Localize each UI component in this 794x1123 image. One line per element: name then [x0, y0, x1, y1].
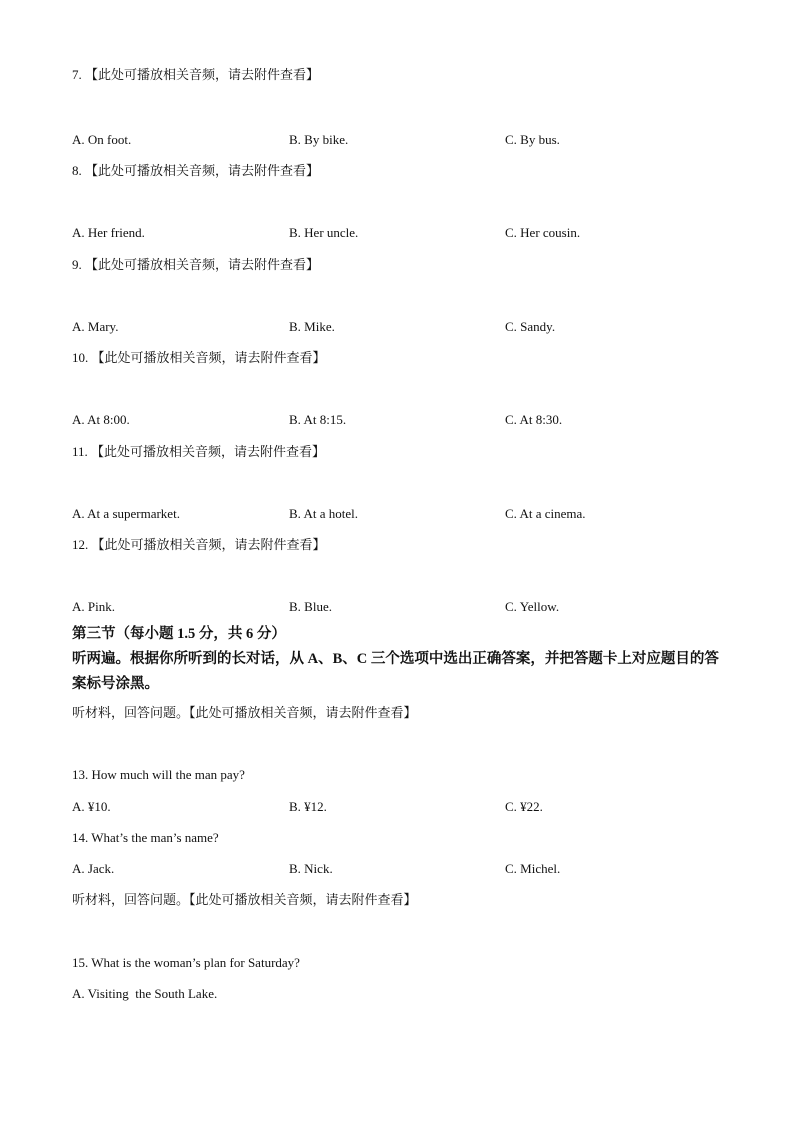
- question-14-option-a: A. Jack.: [72, 861, 115, 876]
- question-8-option-b: B. Her uncle.: [289, 225, 359, 240]
- question-14-prompt: 14. What’s the man’s name?: [72, 830, 219, 845]
- question-12-option-a: A. Pink.: [72, 599, 115, 614]
- question-15-option-a: A. Visiting the South Lake.: [72, 986, 218, 1001]
- question-12-option-c: C. Yellow.: [505, 599, 560, 614]
- question-11-option-a: A. At a supermarket.: [72, 506, 180, 521]
- question-12-option-b: B. Blue.: [289, 599, 332, 614]
- question-14-option-c: C. Michel.: [505, 861, 561, 876]
- section-heading: 第三节（每小题 1.5 分，共 6 分）: [72, 626, 286, 642]
- material-2-intro: 听材料，回答问题。【此处可播放相关音频，请去附件查看】: [72, 892, 417, 907]
- section-instruction: 听两遍。根据你所听到的长对话，从 A、B、C 三个选项中选出正确答案，并把答题卡上对应题目的答案标号涂黑。: [72, 651, 719, 692]
- question-7-prompt: 7. 【此处可播放相关音频，请去附件查看】: [72, 67, 320, 82]
- question-10-option-a: A. At 8:00.: [72, 412, 130, 427]
- question-8-prompt: 8. 【此处可播放相关音频，请去附件查看】: [72, 163, 320, 178]
- question-13-option-a: A. ¥10.: [72, 799, 111, 814]
- question-7-option-a: A. On foot.: [72, 132, 132, 147]
- question-9-option-b: B. Mike.: [289, 319, 335, 334]
- question-10-option-c: C. At 8:30.: [505, 412, 563, 427]
- material-1-intro: 听材料，回答问题。【此处可播放相关音频，请去附件查看】: [72, 705, 417, 720]
- question-11-option-b: B. At a hotel.: [289, 506, 358, 521]
- question-7-option-b: B. By bike.: [289, 132, 349, 147]
- question-14-option-b: B. Nick.: [289, 861, 333, 876]
- question-9-option-a: A. Mary.: [72, 319, 119, 334]
- question-10-prompt: 10. 【此处可播放相关音频，请去附件查看】: [72, 350, 326, 365]
- question-9-prompt: 9. 【此处可播放相关音频，请去附件查看】: [72, 257, 320, 272]
- question-13-prompt: 13. How much will the man pay?: [72, 767, 245, 782]
- question-7-option-c: C. By bus.: [505, 132, 560, 147]
- question-9-option-c: C. Sandy.: [505, 319, 556, 334]
- question-13-option-c: C. ¥22.: [505, 799, 543, 814]
- question-15-prompt: 15. What is the woman’s plan for Saturday?: [72, 955, 300, 970]
- question-12-prompt: 12. 【此处可播放相关音频，请去附件查看】: [72, 537, 326, 552]
- question-11-prompt: 11. 【此处可播放相关音频，请去附件查看】: [72, 444, 326, 459]
- question-13-option-b: B. ¥12.: [289, 799, 327, 814]
- question-8-option-c: C. Her cousin.: [505, 225, 581, 240]
- question-10-option-b: B. At 8:15.: [289, 412, 347, 427]
- question-8-option-a: A. Her friend.: [72, 225, 145, 240]
- question-11-option-c: C. At a cinema.: [505, 506, 586, 521]
